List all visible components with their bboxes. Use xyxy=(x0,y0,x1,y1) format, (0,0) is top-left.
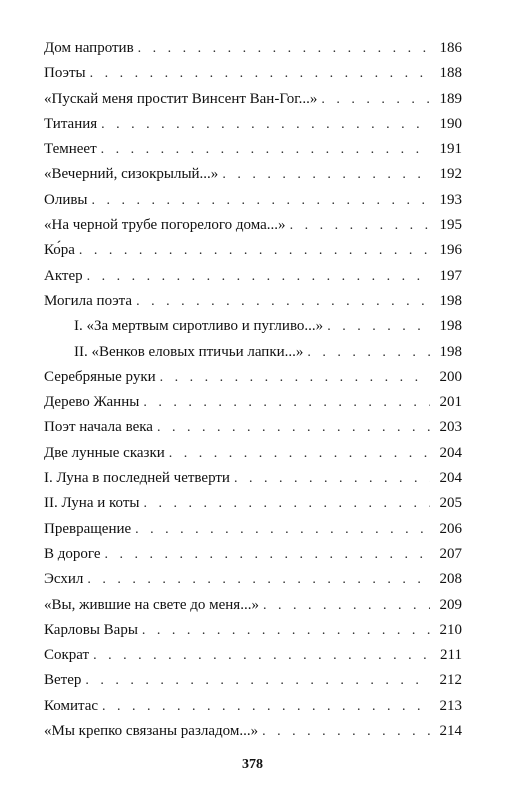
toc-entry-page: 201 xyxy=(439,394,462,411)
toc-entry-page: 200 xyxy=(439,368,462,385)
dot-leader xyxy=(142,618,430,643)
dot-leader xyxy=(262,719,430,744)
dot-leader xyxy=(143,390,430,415)
dot-leader xyxy=(101,137,430,162)
toc-entry xyxy=(44,517,462,542)
toc-entry-page: 192 xyxy=(439,166,462,183)
toc-entry-page: 204 xyxy=(439,470,462,487)
toc-entry-title: Могила поэта xyxy=(44,292,133,309)
toc-entry xyxy=(44,567,462,592)
toc-entry-title: Две лунные сказки xyxy=(44,444,165,461)
dot-leader xyxy=(138,36,430,61)
toc-entry-title: I. «За мертвым сиротливо и пугливо...» xyxy=(74,318,324,335)
toc-entry xyxy=(44,491,462,516)
toc-entry-title: Поэты xyxy=(44,65,86,82)
toc-entry xyxy=(44,415,462,440)
toc-entry xyxy=(44,593,462,618)
dot-leader xyxy=(234,466,430,491)
toc-entry xyxy=(44,289,462,314)
toc-entry-title: II. Луна и коты xyxy=(44,495,140,512)
toc-subentry xyxy=(44,314,462,339)
toc-entry xyxy=(44,542,462,567)
toc-entry-page: 190 xyxy=(439,115,462,132)
toc-entry-title: Титания xyxy=(44,115,98,132)
toc-entry xyxy=(44,188,462,213)
toc-entry-page: 208 xyxy=(439,571,462,588)
toc-entry xyxy=(44,365,462,390)
dot-leader xyxy=(327,314,430,339)
toc-entry-page: 205 xyxy=(439,495,462,512)
toc-entry xyxy=(44,238,462,263)
toc-entry-title: Поэт начала века xyxy=(44,419,153,436)
toc-entry-page: 204 xyxy=(439,444,462,461)
toc-subentry xyxy=(44,340,462,365)
toc-entry xyxy=(44,87,462,112)
toc-entry-title: «Вечерний, сизокрылый...» xyxy=(44,166,219,183)
toc-entry-page: 189 xyxy=(439,90,462,107)
dot-leader xyxy=(101,112,430,137)
toc-entry-title: Ветер xyxy=(44,672,82,689)
toc-entry-title: Дерево Жанны xyxy=(44,394,140,411)
toc-entry xyxy=(44,618,462,643)
toc-entry-title: Карловы Вары xyxy=(44,621,138,638)
toc-entry-title: Оливы xyxy=(44,191,88,208)
dot-leader xyxy=(169,441,430,466)
toc-entry-title: Актер xyxy=(44,267,83,284)
toc-entry-page: 188 xyxy=(439,65,462,82)
toc-entry-title: Темнеет xyxy=(44,141,97,158)
toc-entry-page: 212 xyxy=(439,672,462,689)
toc-entry-page: 214 xyxy=(439,723,462,740)
toc-entry-page: 186 xyxy=(439,40,462,56)
toc-entry-page: 207 xyxy=(439,545,462,562)
toc-entry xyxy=(44,390,462,415)
toc-entry-page: 213 xyxy=(439,697,462,714)
dot-leader xyxy=(321,87,430,112)
toc-entry xyxy=(44,61,462,86)
dot-leader xyxy=(160,365,430,390)
toc-entry-title: «Пускай меня простит Винсент Ван-Гог...» xyxy=(44,90,318,107)
dot-leader xyxy=(85,668,430,693)
toc-entry-page: 195 xyxy=(439,217,462,234)
dot-leader xyxy=(135,517,430,542)
toc-entry-title: В дороге xyxy=(44,545,101,562)
toc-entry xyxy=(44,643,462,668)
dot-leader xyxy=(79,238,430,263)
toc-entry-title: Эсхил xyxy=(44,571,84,588)
toc-entry-page: 210 xyxy=(439,621,462,638)
toc-entry xyxy=(44,137,462,162)
dot-leader xyxy=(87,567,430,592)
dot-leader xyxy=(102,694,430,719)
toc-entry-page: 196 xyxy=(439,242,462,259)
dot-leader xyxy=(143,491,430,516)
toc-entry xyxy=(44,213,462,238)
toc-entry-title: «Мы крепко связаны разладом...» xyxy=(44,723,259,740)
toc-entry xyxy=(44,466,462,491)
toc-entry-title: Комитас xyxy=(44,697,99,714)
toc-entry-title: Превращение xyxy=(44,520,132,537)
table-of-contents xyxy=(44,36,462,744)
toc-entry-page: 198 xyxy=(439,292,462,309)
toc-entry xyxy=(44,668,462,693)
toc-entry xyxy=(44,162,462,187)
dot-leader xyxy=(93,643,430,668)
dot-leader xyxy=(290,213,430,238)
dot-leader xyxy=(105,542,431,567)
dot-leader xyxy=(87,264,430,289)
dot-leader xyxy=(263,593,430,618)
toc-entry xyxy=(44,264,462,289)
dot-leader xyxy=(157,415,430,440)
toc-entry-page: 203 xyxy=(439,419,462,436)
toc-entry xyxy=(44,694,462,719)
toc-entry-title: II. «Венков еловых птичьи лапки...» xyxy=(74,343,304,360)
toc-entry-title: Серебряные руки xyxy=(44,368,156,385)
toc-entry-title: «На черной трубе погорелого дома...» xyxy=(44,217,286,234)
dot-leader xyxy=(136,289,430,314)
toc-entry-page: 211 xyxy=(440,647,462,664)
toc-entry-title: Ко́ра xyxy=(44,242,75,259)
toc-entry-page: 198 xyxy=(439,343,462,360)
page-number: 378 xyxy=(242,757,263,772)
toc-entry-page: 198 xyxy=(439,318,462,335)
toc-entry-title: Сократ xyxy=(44,647,90,664)
toc-entry-page: 197 xyxy=(439,267,462,284)
toc-entry-page: 209 xyxy=(439,596,462,613)
dot-leader xyxy=(307,340,430,365)
dot-leader xyxy=(222,162,430,187)
toc-entry xyxy=(44,719,462,744)
toc-entry xyxy=(44,441,462,466)
toc-entry-title: I. Луна в последней четверти xyxy=(44,470,230,487)
toc-entry-page: 206 xyxy=(439,520,462,537)
toc-entry-page: 193 xyxy=(439,191,462,208)
toc-entry-title: «Вы, жившие на свете до меня...» xyxy=(44,596,259,613)
toc-entry-page: 191 xyxy=(439,141,462,158)
toc-entry xyxy=(44,112,462,137)
toc-entry xyxy=(44,36,462,61)
dot-leader xyxy=(90,61,430,86)
dot-leader xyxy=(92,188,430,213)
toc-entry-title: Дом напротив xyxy=(44,40,134,56)
